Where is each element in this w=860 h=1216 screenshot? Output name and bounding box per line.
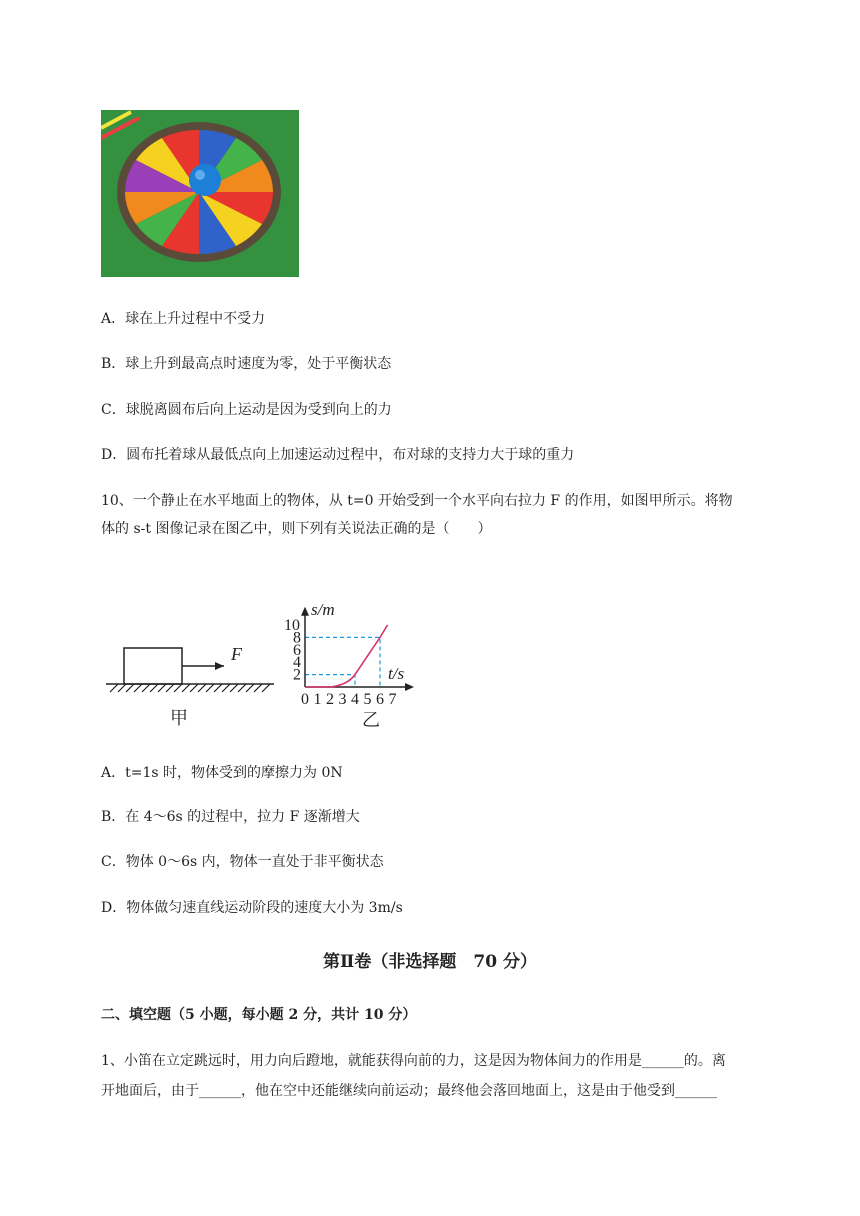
force-arrowhead <box>215 662 224 670</box>
x-tick-label: 2 <box>326 691 334 708</box>
block <box>124 648 182 684</box>
figure-yi-caption: 乙 <box>362 710 380 730</box>
x-tick-label: 1 <box>313 691 322 708</box>
figure-jia-caption: 甲 <box>170 708 188 728</box>
q9-option-b: B．球上升到最高点时速度为零，处于平衡状态 <box>101 356 392 372</box>
series-line <box>305 625 388 687</box>
chart-guides <box>305 637 380 687</box>
x-tick-label: 4 <box>351 691 359 708</box>
q10-stem-line2: 体的 s-t 图像记录在图乙中，则下列有关说法正确的是（ ） <box>101 521 492 537</box>
force-label: F <box>231 644 242 664</box>
y-tick-label: 2 <box>293 666 301 684</box>
q10-option-a: A．t=1s 时，物体受到的摩擦力为 0N <box>101 765 343 781</box>
ground-hatch <box>110 684 270 692</box>
fill-q1-line1: 1、小笛在立定跳远时，用力向后蹬地，就能获得向前的力，这是因为物体间力的作用是______的。离 <box>101 1053 726 1069</box>
fill-q1-line2: 开地面后，由于______，他在空中还能继续向前运动；最终他会落回地面上，这是由于他受到______ <box>101 1083 717 1099</box>
figure-yi-chart <box>280 560 480 732</box>
q9-option-a: A．球在上升过程中不受力 <box>101 311 266 327</box>
q9-option-c: C．球脱离圆布后向上运动是因为受到向上的力 <box>101 402 392 418</box>
x-axis-arrowhead <box>405 683 414 691</box>
x-tick-label: 0 <box>301 691 309 708</box>
q9-option-d: D．圆布托着球从最低点向上加速运动过程中，布对球的支持力大于球的重力 <box>101 447 575 463</box>
section-heading: 二、填空题（5 小题，每小题 2 分，共计 10 分） <box>101 1007 417 1023</box>
q10-option-b: B．在 4～6s 的过程中，拉力 F 逐渐增大 <box>101 809 360 825</box>
x-tick-label: 6 <box>376 691 384 708</box>
y-tick-label: 6 <box>293 641 301 659</box>
q10-option-c: C．物体 0～6s 内，物体一直处于非平衡状态 <box>101 854 384 870</box>
y-tick-label: 10 <box>284 617 300 634</box>
figure-jia <box>104 640 278 730</box>
parachute-illustration <box>101 110 299 277</box>
y-tick-label: 8 <box>293 629 301 647</box>
guide-line <box>305 637 380 687</box>
chart-series <box>305 625 388 687</box>
section-title: 第Ⅱ卷（非选择题 70 分） <box>323 952 537 972</box>
y-tick-label: 4 <box>293 654 301 672</box>
x-axis-label: t/s <box>388 664 405 683</box>
q10-stem-line1: 10、一个静止在水平地面上的物体，从 t=0 开始受到一个水平向右拉力 F 的作用，如图甲所示。将物 <box>101 493 733 509</box>
y-axis-label: s/m <box>311 599 335 619</box>
q10-option-d: D．物体做匀速直线运动阶段的速度大小为 3m/s <box>101 900 403 916</box>
x-tick-label: 5 <box>363 691 372 708</box>
x-tick-label: 3 <box>338 691 347 708</box>
y-axis-arrowhead <box>301 607 309 616</box>
x-tick-label: 7 <box>388 691 397 708</box>
parachute-game-photo <box>101 110 299 277</box>
